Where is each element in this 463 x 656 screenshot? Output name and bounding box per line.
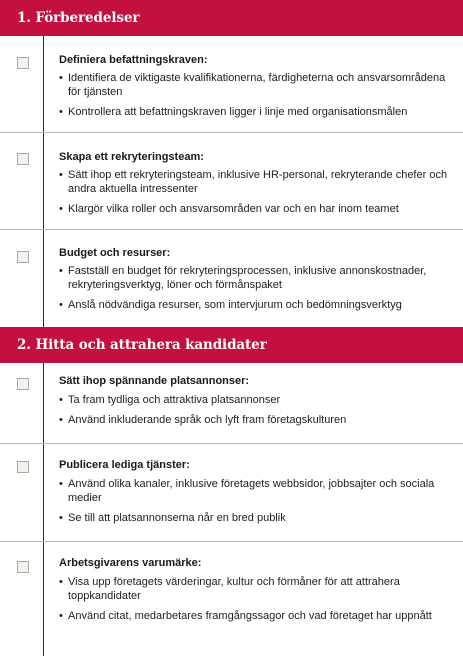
item-title: Budget och resurser: — [59, 247, 171, 259]
column-divider — [43, 36, 44, 327]
section-header-2 — [0, 327, 463, 363]
section-title: 2. Hitta och attrahera kandidater — [17, 337, 267, 353]
bullet-item: • Se till att platsannonserna når en bred publik — [59, 511, 457, 525]
bullet-item: • Identifiera de viktigaste kvalifikationerna, färdigheterna och ansvarsområdena för tjänsten — [59, 71, 457, 99]
bullet-item: • Ta fram tydliga och attraktiva platsannonser — [59, 393, 457, 407]
item-title: Publicera lediga tjänster: — [59, 459, 190, 471]
bullet-item: • Använd citat, medarbetares framgångssagor och vad företaget har uppnått — [59, 609, 457, 623]
bullet-item: • Visa upp företagets värderingar, kultur och förmåner för att attrahera toppkandidater — [59, 575, 457, 603]
bullet-item: • Fastställ en budget för rekryteringsprocessen, inklusive annonskostnader, rekryteringsverktyg, löner och förmånspaket — [59, 264, 457, 292]
section-title: 1. Förberedelser — [17, 10, 140, 26]
bullet-item: • Kontrollera att befattningskraven ligger i linje med organisationsmålen — [59, 105, 457, 119]
bullet-item: • Anslå nödvändiga resurser, som intervjurum och bedömningsverktyg — [59, 298, 457, 312]
bullet-item: • Använd olika kanaler, inklusive företagets webbsidor, jobbsajter och sociala medier — [59, 477, 457, 505]
checkbox-2-1[interactable] — [17, 378, 29, 390]
section-header-1 — [0, 0, 463, 36]
item-title: Definiera befattningskraven: — [59, 54, 208, 66]
item-title: Sätt ihop spännande platsannonser: — [59, 375, 250, 387]
checkbox-1-3[interactable] — [17, 251, 29, 263]
column-divider — [43, 363, 44, 656]
row-divider — [0, 443, 463, 444]
checkbox-2-3[interactable] — [17, 561, 29, 573]
bullet-item: • Klargör vilka roller och ansvarsområden var och en har inom teamet — [59, 202, 457, 216]
checkbox-1-2[interactable] — [17, 153, 29, 165]
checkbox-2-2[interactable] — [17, 461, 29, 473]
row-divider — [0, 229, 463, 230]
item-title: Skapa ett rekryteringsteam: — [59, 151, 204, 163]
bullet-item: • Använd inkluderande språk och lyft fram företagskulturen — [59, 413, 457, 427]
row-divider — [0, 132, 463, 133]
checkbox-1-1[interactable] — [17, 57, 29, 69]
item-title: Arbetsgivarens varumärke: — [59, 557, 202, 569]
bullet-item: • Sätt ihop ett rekryteringsteam, inklusive HR-personal, rekryterande chefer och andra aktuella intressenter — [59, 168, 457, 196]
row-divider — [0, 541, 463, 542]
